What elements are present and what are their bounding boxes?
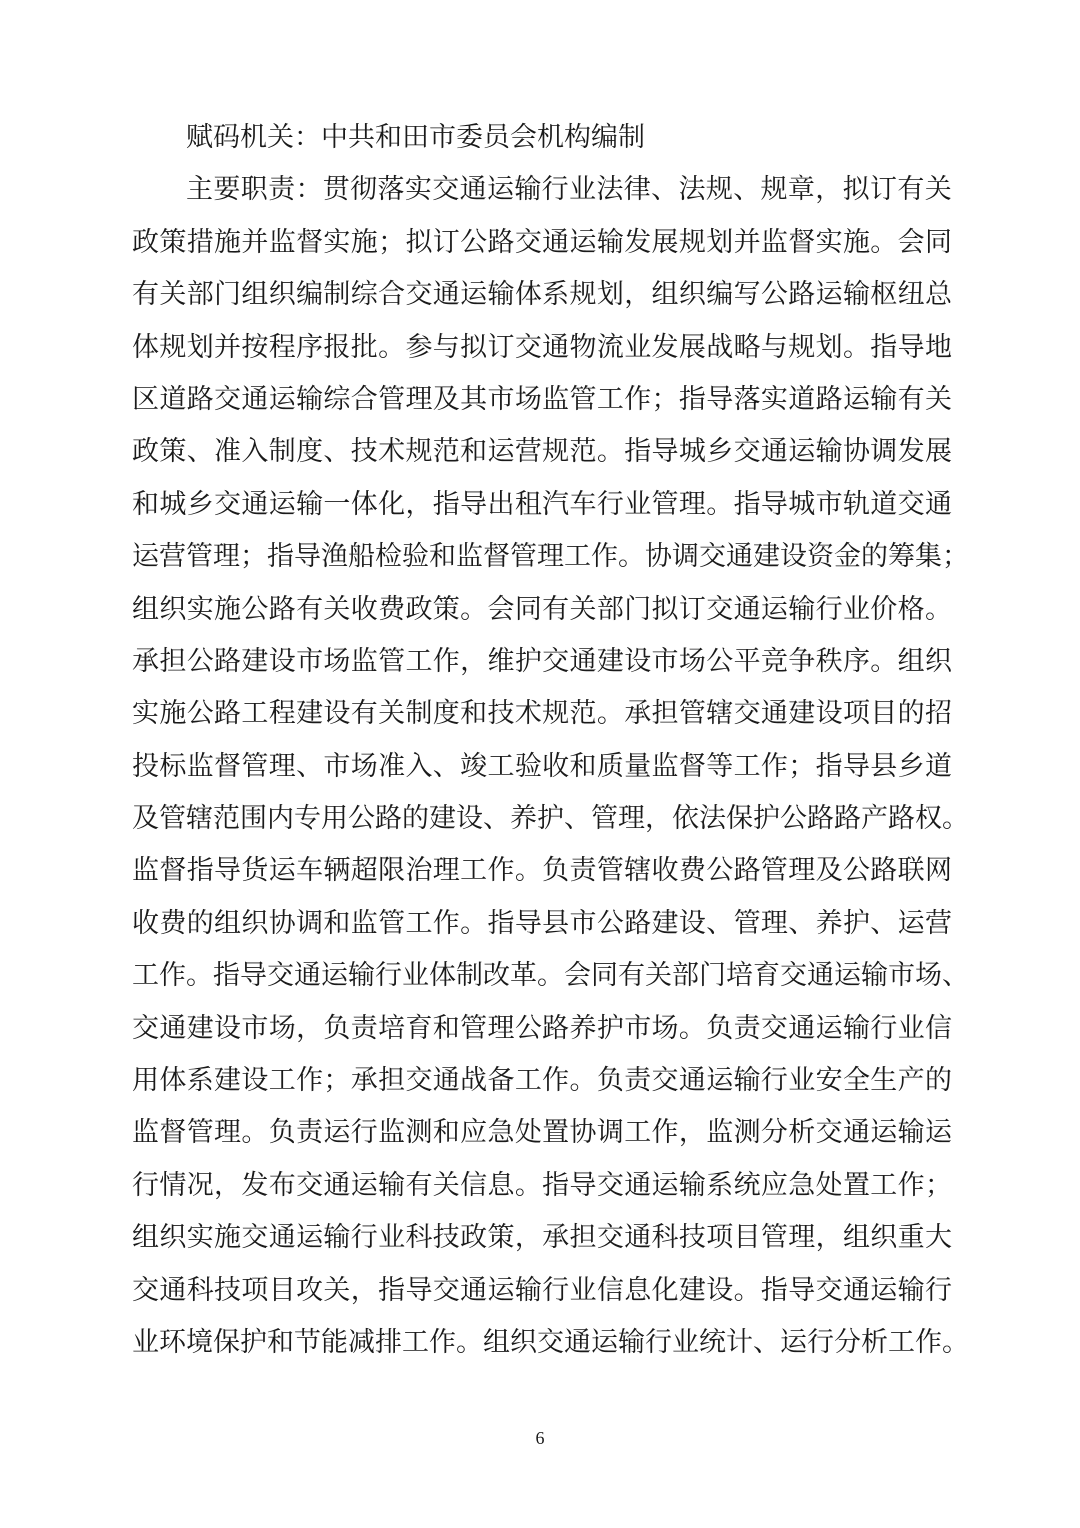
paragraph-line: 监 督 指 导 货 运 车 辆 超 限 治 理 工 作 。 负 责 管 辖 收 费 公 路 管 理 及 公 路 联 网 (132, 855, 952, 887)
document-body (132, 112, 969, 1369)
paragraph-line: 赋码机关：中共和田市委员会机构编制 (186, 122, 645, 153)
paragraph-line: 实 施 公 路 工 程 建 设 有 关 制 度 和 技 术 规 范 。 承 担 管 辖 交 通 建 设 项 目 的 招 (132, 698, 952, 730)
paragraph-line: 有 关 部 门 组 织 编 制 综 合 交 通 运 输 体 系 规 划 ， 组 织 编 写 公 路 运 输 枢 纽 总 (132, 279, 952, 311)
paragraph-line: 运 营 管 理 ； 指 导 渔 船 检 验 和 监 督 管 理 工 作 。 协 调 交 通 建 设 资 金 的 筹 集 ； (132, 541, 969, 573)
paragraph-line: 区 道 路 交 通 运 输 综 合 管 理 及 其 市 场 监 管 工 作 ； 指 导 落 实 道 路 运 输 有 关 (132, 383, 952, 415)
paragraph-line: 投 标 监 督 管 理 、 市 场 准 入 、 竣 工 验 收 和 质 量 监 督 等 工 作 ； 指 导 县 乡 道 (132, 750, 952, 782)
paragraph-line: 交 通 建 设 市 场 ， 负 责 培 育 和 管 理 公 路 养 护 市 场 。 负 责 交 通 运 输 行 业 信 (132, 1012, 952, 1044)
paragraph-line: 收 费 的 组 织 协 调 和 监 管 工 作 。 指 导 县 市 公 路 建 设 、 管 理 、 养 护 、 运 营 (132, 907, 952, 939)
paragraph-line: 政 策 、 准 入 制 度 、 技 术 规 范 和 运 营 规 范 。 指 导 城 乡 交 通 运 输 协 调 发 展 (132, 436, 952, 468)
paragraph-line: 组 织 实 施 交 通 运 输 行 业 科 技 政 策 ， 承 担 交 通 科 技 项 目 管 理 ， 组 织 重 大 (132, 1222, 952, 1254)
paragraph-line: 组 织 实 施 公 路 有 关 收 费 政 策 。 会 同 有 关 部 门 拟 订 交 通 运 输 行 业 价 格 。 (132, 593, 952, 625)
paragraph-line: 用 体 系 建 设 工 作 ； 承 担 交 通 战 备 工 作 。 负 责 交 通 运 输 行 业 安 全 生 产 的 (132, 1065, 952, 1097)
paragraph-line: 承 担 公 路 建 设 市 场 监 管 工 作 ， 维 护 交 通 建 设 市 场 公 平 竞 争 秩 序 。 组 织 (132, 645, 952, 677)
paragraph-line: 及 管 辖 范 围 内 专 用 公 路 的 建 设 、 养 护 、 管 理 ， 依 法 保 护 公 路 路 产 路 权 。 (132, 803, 969, 835)
page-number: 6 (535, 1428, 545, 1448)
paragraph-line: 监 督 管 理 。 负 责 运 行 监 测 和 应 急 处 置 协 调 工 作 ， 监 测 分 析 交 通 运 输 运 (132, 1117, 952, 1149)
paragraph-line: 行 情 况 ， 发 布 交 通 运 输 有 关 信 息 。 指 导 交 通 运 输 系 统 应 急 处 置 工 作 ； (132, 1169, 952, 1201)
paragraph-line: 和 城 乡 交 通 运 输 一 体 化 ， 指 导 出 租 汽 车 行 业 管 理 。 指 导 城 市 轨 道 交 通 (132, 488, 952, 520)
paragraph-line: 主 要 职 责 ： 贯 彻 落 实 交 通 运 输 行 业 法 律 、 法 规 、 规 章 ， 拟 订 有 关 (186, 174, 952, 206)
paragraph-line: 工 作 。 指 导 交 通 运 输 行 业 体 制 改 革 。 会 同 有 关 部 门 培 育 交 通 运 输 市 场 、 (132, 960, 969, 992)
paragraph-line: 业 环 境 保 护 和 节 能 减 排 工 作 。 组 织 交 通 运 输 行 业 统 计 、 运 行 分 析 工 作 。 (132, 1326, 969, 1358)
paragraph-line: 交 通 科 技 项 目 攻 关 ， 指 导 交 通 运 输 行 业 信 息 化 建 设 。 指 导 交 通 运 输 行 (132, 1274, 952, 1306)
paragraph-line: 体 规 划 并 按 程 序 报 批 。 参 与 拟 订 交 通 物 流 业 发 展 战 略 与 规 划 。 指 导 地 (132, 331, 952, 363)
paragraph-line: 政 策 措 施 并 监 督 实 施 ； 拟 订 公 路 交 通 运 输 发 展 规 划 并 监 督 实 施 。 会 同 (132, 226, 952, 258)
